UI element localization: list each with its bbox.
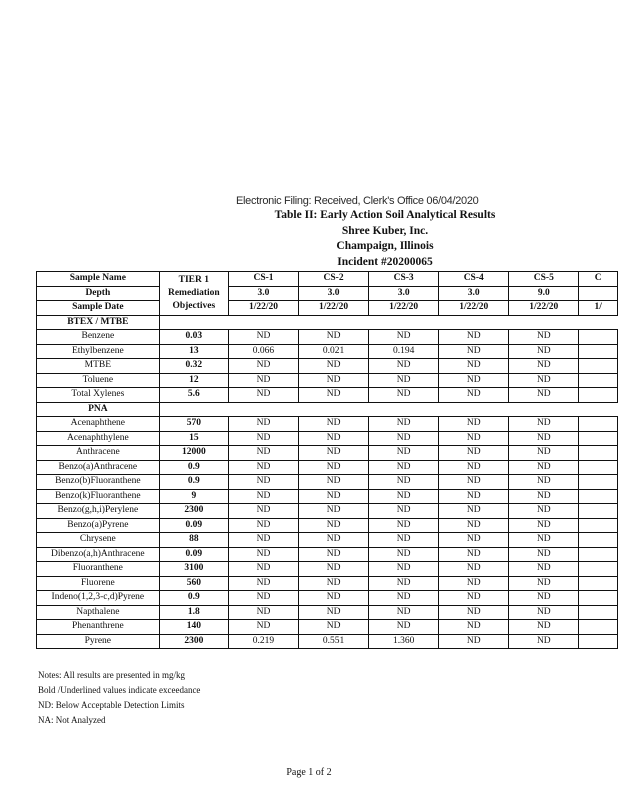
result-cell xyxy=(579,620,618,635)
result-cell: ND xyxy=(509,344,579,359)
result-cell: ND xyxy=(439,518,509,533)
result-cell: ND xyxy=(299,605,369,620)
table-row xyxy=(37,605,618,620)
table-row xyxy=(37,431,618,446)
table-title: Table II: Early Action Soil Analytical Results xyxy=(274,209,496,221)
table-row xyxy=(37,417,618,432)
result-cell: ND xyxy=(509,388,579,403)
analyte-name: Total Xylenes xyxy=(37,388,160,403)
tier1-objective: 13 xyxy=(159,344,228,359)
tier1-line3: Objectives xyxy=(172,300,216,311)
result-cell: ND xyxy=(439,620,509,635)
header-row-depth xyxy=(37,286,618,301)
analyte-name: Fluorene xyxy=(37,576,160,591)
result-cell: ND xyxy=(299,417,369,432)
result-cell: ND xyxy=(439,605,509,620)
section-spacer-cell xyxy=(159,402,228,417)
table-row xyxy=(37,460,618,475)
analyte-name: Fluoranthene xyxy=(37,562,160,577)
result-cell: ND xyxy=(369,620,439,635)
table-row xyxy=(37,533,618,548)
result-cell: ND xyxy=(369,373,439,388)
result-cell: ND xyxy=(369,562,439,577)
result-cell: ND xyxy=(369,417,439,432)
result-cell: ND xyxy=(369,475,439,490)
result-cell: ND xyxy=(369,533,439,548)
result-cell: ND xyxy=(439,489,509,504)
date-cell: 1/22/20 xyxy=(509,301,579,316)
analyte-name: Toluene xyxy=(37,373,160,388)
result-cell: ND xyxy=(509,518,579,533)
section-spacer-cell xyxy=(579,402,618,417)
result-cell: 0.219 xyxy=(228,634,298,649)
date-cell: 1/22/20 xyxy=(369,301,439,316)
analyte-name: Benzo(g,h,i)Perylene xyxy=(37,504,160,519)
tier1-objective: 3100 xyxy=(159,562,228,577)
table-row xyxy=(37,475,618,490)
result-cell: ND xyxy=(299,460,369,475)
result-cell: ND xyxy=(439,562,509,577)
result-cell: ND xyxy=(439,373,509,388)
filing-stamp: Electronic Filing: Received, Clerk's Office 06/04/2020 xyxy=(236,195,479,207)
result-cell: ND xyxy=(369,460,439,475)
result-cell: ND xyxy=(369,504,439,519)
notes xyxy=(38,668,200,728)
tier1-objective: 88 xyxy=(159,533,228,548)
tier1-objective: 560 xyxy=(159,576,228,591)
analyte-name: Acenaphthene xyxy=(37,417,160,432)
result-cell: ND xyxy=(439,591,509,606)
result-cell xyxy=(579,591,618,606)
result-cell: ND xyxy=(509,359,579,374)
result-cell: ND xyxy=(228,547,298,562)
result-cell: ND xyxy=(509,533,579,548)
result-cell: ND xyxy=(509,417,579,432)
section-spacer-cell xyxy=(579,315,618,330)
result-cell: ND xyxy=(439,634,509,649)
result-cell: ND xyxy=(369,518,439,533)
tier1-objective: 12000 xyxy=(159,446,228,461)
result-cell: ND xyxy=(369,591,439,606)
sample-date-label: Sample Date xyxy=(37,301,160,316)
result-cell xyxy=(579,373,618,388)
tier1-objective: 0.9 xyxy=(159,475,228,490)
result-cell: ND xyxy=(509,330,579,345)
result-cell: ND xyxy=(299,576,369,591)
result-cell: ND xyxy=(509,591,579,606)
note-line: Bold /Underlined values indicate exceedance xyxy=(38,685,201,695)
result-cell: ND xyxy=(509,504,579,519)
analyte-name: Ethylbenzene xyxy=(37,344,160,359)
analyte-name: Anthracene xyxy=(37,446,160,461)
result-cell: ND xyxy=(439,576,509,591)
depth-label: Depth xyxy=(37,286,160,301)
sample-name-cell: CS-5 xyxy=(509,272,579,287)
analyte-name: Dibenzo(a,h)Anthracene xyxy=(37,547,160,562)
analyte-name: Benzene xyxy=(37,330,160,345)
result-cell: ND xyxy=(228,605,298,620)
result-cell xyxy=(579,562,618,577)
table-row xyxy=(37,330,618,345)
section-label: PNA xyxy=(37,402,160,417)
table-row xyxy=(37,562,618,577)
result-cell xyxy=(579,330,618,345)
tier1-objective: 0.32 xyxy=(159,359,228,374)
tier1-objective: 570 xyxy=(159,417,228,432)
result-cell: ND xyxy=(369,431,439,446)
result-cell: ND xyxy=(509,620,579,635)
result-cell: ND xyxy=(228,562,298,577)
section-spacer-cell xyxy=(159,315,228,330)
result-cell: ND xyxy=(228,518,298,533)
result-cell xyxy=(579,533,618,548)
result-cell: ND xyxy=(509,460,579,475)
sample-name-cell: CS-2 xyxy=(299,272,369,287)
result-cell xyxy=(579,518,618,533)
result-cell: 1.360 xyxy=(369,634,439,649)
result-cell: ND xyxy=(509,576,579,591)
note-line: NA: Not Analyzed xyxy=(38,715,106,725)
sample-name-label: Sample Name xyxy=(37,272,160,287)
section-spacer-cell xyxy=(228,315,298,330)
analyte-name: Chrysene xyxy=(37,533,160,548)
result-cell: ND xyxy=(509,547,579,562)
section-spacer-cell xyxy=(299,315,369,330)
note-line: Notes: All results are presented in mg/kg xyxy=(38,670,185,680)
result-cell: ND xyxy=(228,576,298,591)
result-cell: ND xyxy=(228,446,298,461)
result-cell: 0.021 xyxy=(299,344,369,359)
date-cell: 1/22/20 xyxy=(228,301,298,316)
sample-name-cell: CS-4 xyxy=(439,272,509,287)
analyte-name: Benzo(b)Fluoranthene xyxy=(37,475,160,490)
result-cell xyxy=(579,359,618,374)
result-cell: ND xyxy=(299,489,369,504)
sample-name-cell: CS-1 xyxy=(228,272,298,287)
result-cell: ND xyxy=(299,388,369,403)
analyte-name: Benzo(k)Fluoranthene xyxy=(37,489,160,504)
table-row xyxy=(37,446,618,461)
page-number: Page 1 of 2 xyxy=(286,767,332,778)
result-cell: ND xyxy=(299,533,369,548)
result-cell xyxy=(579,504,618,519)
result-cell: ND xyxy=(439,330,509,345)
tier1-objective: 1.8 xyxy=(159,605,228,620)
results-table xyxy=(36,271,618,649)
depth-cell: 9.0 xyxy=(509,286,579,301)
result-cell xyxy=(579,446,618,461)
tier1-objective: 5.6 xyxy=(159,388,228,403)
section-spacer-cell xyxy=(228,402,298,417)
result-cell: ND xyxy=(299,475,369,490)
result-cell: ND xyxy=(299,504,369,519)
tier1-line2: Remediation xyxy=(167,287,220,298)
table-row xyxy=(37,576,618,591)
result-cell: ND xyxy=(439,533,509,548)
table-row xyxy=(37,634,618,649)
result-cell: ND xyxy=(299,446,369,461)
result-cell: ND xyxy=(509,605,579,620)
header-row-date xyxy=(37,301,618,316)
result-cell: ND xyxy=(299,591,369,606)
table-row xyxy=(37,373,618,388)
table-row xyxy=(37,591,618,606)
section-spacer-cell xyxy=(299,402,369,417)
result-cell: 0.066 xyxy=(228,344,298,359)
analyte-name: Benzo(a)Pyrene xyxy=(37,518,160,533)
tier1-objective: 0.9 xyxy=(159,460,228,475)
result-cell xyxy=(579,431,618,446)
result-cell: ND xyxy=(228,431,298,446)
table-row xyxy=(37,344,618,359)
result-cell: ND xyxy=(369,359,439,374)
result-cell: ND xyxy=(369,547,439,562)
table-row xyxy=(37,547,618,562)
tier1-objective: 2300 xyxy=(159,634,228,649)
result-cell: ND xyxy=(509,475,579,490)
result-cell: ND xyxy=(228,388,298,403)
result-cell: ND xyxy=(439,446,509,461)
tier1-header xyxy=(159,272,228,316)
result-cell: ND xyxy=(509,431,579,446)
result-cell: ND xyxy=(299,620,369,635)
result-cell: ND xyxy=(369,576,439,591)
depth-cell xyxy=(579,286,618,301)
result-cell: ND xyxy=(439,344,509,359)
table-row xyxy=(37,518,618,533)
result-cell: ND xyxy=(299,373,369,388)
result-cell xyxy=(579,388,618,403)
result-cell: ND xyxy=(299,359,369,374)
result-cell: ND xyxy=(228,373,298,388)
table-row xyxy=(37,489,618,504)
section-label: BTEX / MTBE xyxy=(37,315,160,330)
result-cell: ND xyxy=(439,431,509,446)
result-cell: ND xyxy=(299,431,369,446)
result-cell: 0.551 xyxy=(299,634,369,649)
tier1-objective: 0.03 xyxy=(159,330,228,345)
location: Champaign, Illinois xyxy=(336,240,434,252)
result-cell xyxy=(579,475,618,490)
tier1-objective: 0.9 xyxy=(159,591,228,606)
section-spacer-cell xyxy=(369,315,439,330)
tier1-objective: 0.09 xyxy=(159,547,228,562)
result-cell: ND xyxy=(509,634,579,649)
result-cell: ND xyxy=(228,330,298,345)
result-cell: ND xyxy=(299,518,369,533)
tier1-objective: 2300 xyxy=(159,504,228,519)
table-row xyxy=(37,620,618,635)
date-cell: 1/22/20 xyxy=(299,301,369,316)
depth-cell: 3.0 xyxy=(299,286,369,301)
result-cell: ND xyxy=(369,605,439,620)
header-row-sample-name xyxy=(37,272,618,287)
section-spacer-cell xyxy=(439,315,509,330)
result-cell: ND xyxy=(509,446,579,461)
tier1-objective: 15 xyxy=(159,431,228,446)
depth-cell: 3.0 xyxy=(369,286,439,301)
analyte-name: Pyrene xyxy=(37,634,160,649)
result-cell xyxy=(579,344,618,359)
result-cell: ND xyxy=(369,446,439,461)
result-cell: ND xyxy=(439,359,509,374)
depth-cell: 3.0 xyxy=(228,286,298,301)
analyte-name: Acenaphthylene xyxy=(37,431,160,446)
result-cell: ND xyxy=(228,504,298,519)
result-cell: ND xyxy=(439,388,509,403)
table-row xyxy=(37,504,618,519)
result-cell: ND xyxy=(299,562,369,577)
result-cell: ND xyxy=(228,489,298,504)
tier1-objective: 0.09 xyxy=(159,518,228,533)
result-cell: 0.194 xyxy=(369,344,439,359)
tier1-objective: 12 xyxy=(159,373,228,388)
section-spacer-cell xyxy=(369,402,439,417)
result-cell: ND xyxy=(509,489,579,504)
result-cell: ND xyxy=(299,330,369,345)
result-cell: ND xyxy=(228,475,298,490)
analyte-name: Phenanthrene xyxy=(37,620,160,635)
date-cell: 1/22/20 xyxy=(439,301,509,316)
section-row xyxy=(37,315,618,330)
section-spacer-cell xyxy=(509,402,579,417)
analyte-name: Benzo(a)Anthracene xyxy=(37,460,160,475)
result-cell: ND xyxy=(439,460,509,475)
result-cell: ND xyxy=(228,533,298,548)
table-row xyxy=(37,388,618,403)
analyte-name: Indeno(1,2,3-c,d)Pyrene xyxy=(37,591,160,606)
sample-name-cell: CS-3 xyxy=(369,272,439,287)
table-row xyxy=(37,359,618,374)
note-line: ND: Below Acceptable Detection Limits xyxy=(38,700,185,710)
result-cell: ND xyxy=(228,591,298,606)
result-cell xyxy=(579,576,618,591)
analyte-name: Napthalene xyxy=(37,605,160,620)
result-cell: ND xyxy=(299,547,369,562)
table-title-block xyxy=(230,208,540,270)
result-cell xyxy=(579,634,618,649)
result-cell: ND xyxy=(228,460,298,475)
result-cell: ND xyxy=(228,417,298,432)
tier1-objective: 9 xyxy=(159,489,228,504)
tier1-line1: TIER 1 xyxy=(178,274,209,285)
depth-cell: 3.0 xyxy=(439,286,509,301)
company-name: Shree Kuber, Inc. xyxy=(341,224,429,237)
result-cell: ND xyxy=(369,330,439,345)
result-cell: ND xyxy=(439,417,509,432)
result-cell xyxy=(579,605,618,620)
result-cell: ND xyxy=(369,388,439,403)
result-cell xyxy=(579,547,618,562)
sample-name-cell: C xyxy=(579,272,618,287)
result-cell xyxy=(579,489,618,504)
result-cell: ND xyxy=(228,620,298,635)
date-cell: 1/ xyxy=(579,301,618,316)
result-cell: ND xyxy=(509,562,579,577)
result-cell: ND xyxy=(439,504,509,519)
analyte-name: MTBE xyxy=(37,359,160,374)
result-cell: ND xyxy=(439,547,509,562)
result-cell xyxy=(579,460,618,475)
result-cell xyxy=(579,417,618,432)
section-spacer-cell xyxy=(439,402,509,417)
section-spacer-cell xyxy=(509,315,579,330)
result-cell: ND xyxy=(509,373,579,388)
section-row xyxy=(37,402,618,417)
result-cell: ND xyxy=(369,489,439,504)
tier1-objective: 140 xyxy=(159,620,228,635)
result-cell: ND xyxy=(228,359,298,374)
result-cell: ND xyxy=(439,475,509,490)
incident-number: Incident #20200065 xyxy=(337,255,433,268)
